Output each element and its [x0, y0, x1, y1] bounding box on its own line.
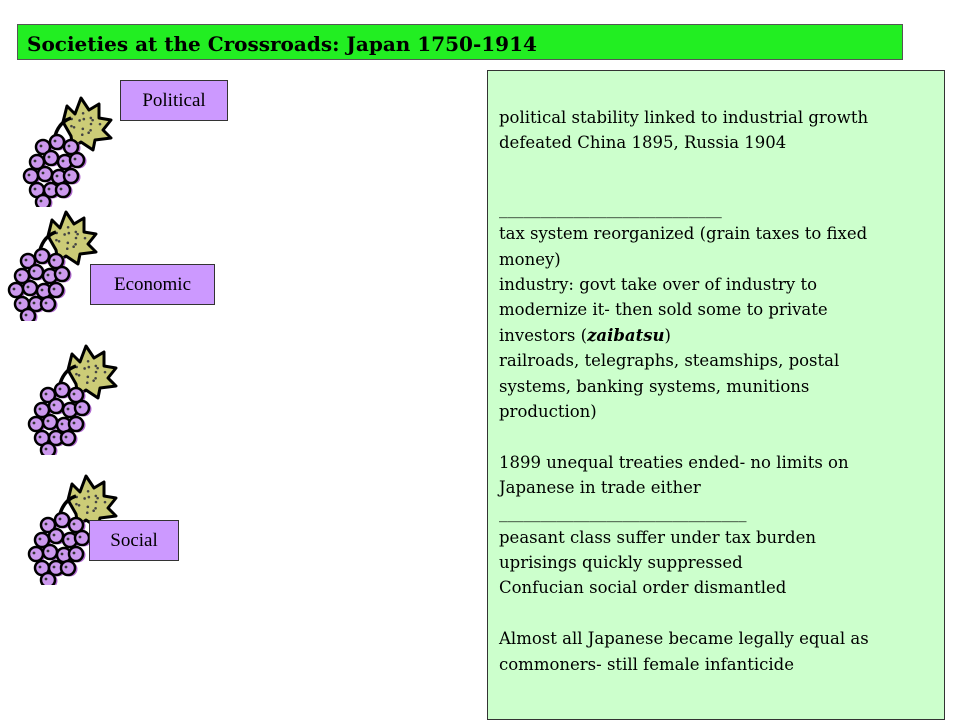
blank-line: [499, 601, 939, 626]
blank-line: [499, 181, 939, 197]
content-box: [487, 70, 945, 720]
content-line: [499, 323, 939, 348]
content-line: Confucian social order dismantled: [499, 578, 787, 598]
content-line: Japanese in trade either: [499, 478, 701, 498]
political-label-text: Political: [142, 89, 206, 111]
social-label: [89, 520, 179, 561]
title-bar: [17, 24, 903, 60]
political-label: [120, 80, 228, 121]
content-line: systems, banking systems, munitions: [499, 376, 810, 396]
content-line: defeated China 1895, Russia 1904: [499, 133, 787, 153]
content-line: tax system reorganized (grain taxes to fixed: [499, 224, 868, 244]
content-line: modernize it- then sold some to private: [499, 300, 828, 320]
content-line: political stability linked to industrial growth: [499, 108, 869, 127]
page-title: Societies at the Crossroads: Japan 1750-1914: [27, 32, 537, 56]
content-line: uprisings quickly suppressed: [499, 553, 743, 573]
grape-cluster-icon: [0, 206, 100, 321]
content-line: commoners- still female infanticide: [499, 654, 795, 674]
content-line: 1899 unequal treaties ended- no limits on: [499, 452, 849, 472]
social-label-text: Social: [110, 529, 158, 551]
content-line: production): [499, 402, 597, 422]
content-line: industry: govt take over of industry to: [499, 275, 818, 295]
economic-label-text: Economic: [113, 273, 192, 295]
content-line: railroads, telegraphs, steamships, postal: [499, 351, 840, 371]
investors-suffix: ): [664, 325, 671, 345]
content-text: [499, 105, 939, 677]
content-line: peasant class suffer under tax burden: [499, 527, 816, 547]
divider-rule: ______________________________: [499, 502, 747, 522]
content-line: money): [499, 249, 561, 269]
divider-rule: ___________________________: [499, 199, 722, 219]
blank-line: [499, 424, 939, 449]
grape-cluster-icon: [15, 92, 115, 207]
content-line: Almost all Japanese became legally equal as: [499, 629, 869, 649]
blank-line: [499, 156, 939, 181]
investors-prefix: investors (: [499, 325, 588, 345]
economic-label: [90, 264, 215, 305]
zaibatsu-term: zaibatsu: [587, 325, 665, 345]
grape-cluster-icon: [20, 340, 120, 455]
